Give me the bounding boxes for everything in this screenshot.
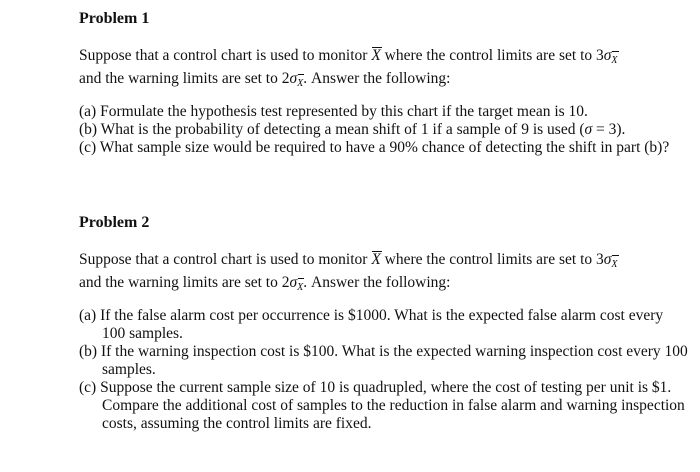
- x-bar-symbol: X: [371, 251, 381, 268]
- sigma-symbol: σ: [584, 121, 593, 138]
- problem-2-part-c: (c) Suppose the current sample size of 10 is quadrupled, where the cost of testing per unit is $1. Compare the additional cost of samples to the reduction in false alarm and warning inspection costs, assuming the control limits are fixed.: [79, 379, 685, 432]
- problem-1-intro: [79, 47, 690, 93]
- intro-text: and the warning limits are set to 2: [79, 70, 290, 87]
- x-bar-symbol: X: [611, 256, 617, 274]
- intro-text: where the control limits are set to 3: [380, 251, 604, 268]
- problem-1-intro-line-2: [79, 70, 690, 93]
- part-text: (c) What sample size would be required to have a 90% chance of detecting the shift in part (b)?: [79, 139, 670, 156]
- x-bar-subscript: [297, 78, 303, 89]
- x-bar-symbol: X: [611, 52, 617, 70]
- x-bar-subscript: [297, 282, 303, 293]
- part-text: (b) What is the probability of detecting a mean shift of 1 if a sample of 9 is used (: [79, 121, 585, 138]
- intro-text: where the control limits are set to 3: [380, 47, 604, 64]
- sigma-symbol: σ: [603, 47, 612, 64]
- problem-1-part-a: [79, 103, 690, 121]
- intro-text: . Answer the following:: [303, 274, 451, 291]
- part-text: = 3).: [592, 121, 626, 138]
- sigma-symbol: σ: [289, 70, 298, 87]
- intro-text: and the warning limits are set to 2: [79, 274, 290, 291]
- problem-2-intro-line-2: [79, 274, 690, 297]
- intro-text: . Answer the following:: [303, 70, 451, 87]
- problem-1-heading: Problem 1: [79, 10, 150, 27]
- problem-2-intro-line-1: [79, 251, 690, 274]
- problem-2-parts: [79, 307, 690, 433]
- problem-1-intro-line-1: [79, 47, 690, 70]
- problem-1-part-b: [79, 121, 690, 139]
- problem-2: [79, 214, 690, 433]
- sigma-symbol: σ: [603, 251, 612, 268]
- intro-text: Suppose that a control chart is used to monitor: [79, 47, 372, 64]
- intro-text: Suppose that a control chart is used to monitor: [79, 251, 372, 268]
- problem-1-parts: [79, 103, 690, 157]
- part-text: (a) Formulate the hypothesis test represented by this chart if the target mean is 10.: [79, 103, 588, 120]
- problem-1: [79, 10, 690, 157]
- x-bar-symbol: X: [297, 279, 303, 297]
- problem-2-intro: [79, 251, 690, 297]
- x-bar-symbol: X: [297, 75, 303, 93]
- problem-2-heading: Problem 2: [79, 214, 150, 231]
- x-bar-symbol: X: [371, 47, 381, 64]
- x-bar-subscript: [611, 55, 617, 66]
- problem-2-part-b: (b) If the warning inspection cost is $100. What is the expected warning inspection cost every 100 samples.: [79, 343, 688, 378]
- x-bar-subscript: [611, 259, 617, 270]
- problem-2-part-a: (a) If the false alarm cost per occurrence is $1000. What is the expected false alarm cost every 100 samples.: [79, 307, 664, 342]
- sigma-symbol: σ: [289, 274, 298, 291]
- problem-1-part-c: [79, 139, 690, 157]
